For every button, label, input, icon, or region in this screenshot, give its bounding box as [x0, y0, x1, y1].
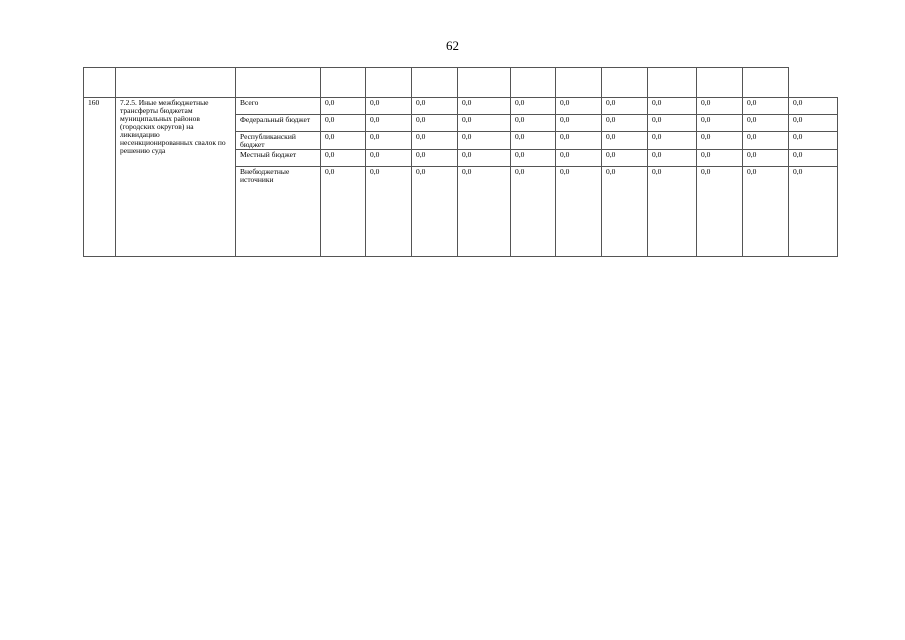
funding-source-cell: Всего — [236, 98, 321, 115]
funding-source-cell: Местный бюджет — [236, 150, 321, 167]
value-cell: 0,0 — [412, 150, 458, 167]
table-row — [84, 98, 838, 115]
value-cell: 0,0 — [697, 150, 743, 167]
value-cell: 0,0 — [789, 167, 838, 257]
value-cell: 0,0 — [789, 115, 838, 132]
value-cell: 0,0 — [743, 98, 789, 115]
value-cell: 0,0 — [412, 115, 458, 132]
value-cell: 0,0 — [321, 132, 366, 150]
header-cell — [412, 68, 458, 98]
value-cell: 0,0 — [697, 115, 743, 132]
value-cell: 0,0 — [366, 98, 412, 115]
value-cell: 0,0 — [602, 115, 648, 132]
funding-source-cell: Внебюджетные источники — [236, 167, 321, 257]
header-cell — [458, 68, 511, 98]
value-cell: 0,0 — [366, 150, 412, 167]
header-cell — [602, 68, 648, 98]
value-cell: 0,0 — [321, 115, 366, 132]
header-cell — [366, 68, 412, 98]
value-cell: 0,0 — [789, 98, 838, 115]
value-cell: 0,0 — [412, 98, 458, 115]
value-cell: 0,0 — [743, 150, 789, 167]
header-cell — [116, 68, 236, 98]
funding-source-cell: Республиканский бюджет — [236, 132, 321, 150]
value-cell: 0,0 — [648, 115, 697, 132]
value-cell: 0,0 — [697, 98, 743, 115]
value-cell: 0,0 — [743, 115, 789, 132]
header-cell — [84, 68, 116, 98]
value-cell: 0,0 — [602, 167, 648, 257]
value-cell: 0,0 — [412, 167, 458, 257]
measure-name-cell: 7.2.5. Иные межбюджетные трансферты бюджетам муниципальных районов (городских округов) на ликвидацию несенкционированных свалок по решению суда — [116, 98, 236, 257]
value-cell: 0,0 — [511, 98, 556, 115]
header-cell — [697, 68, 743, 98]
value-cell: 0,0 — [697, 132, 743, 150]
value-cell: 0,0 — [648, 150, 697, 167]
header-cell — [743, 68, 789, 98]
value-cell: 0,0 — [602, 150, 648, 167]
value-cell: 0,0 — [511, 115, 556, 132]
value-cell: 0,0 — [458, 150, 511, 167]
value-cell: 0,0 — [321, 98, 366, 115]
value-cell: 0,0 — [743, 132, 789, 150]
value-cell: 0,0 — [556, 132, 602, 150]
value-cell: 0,0 — [602, 98, 648, 115]
budget-table — [83, 67, 838, 257]
row-number-cell: 160 — [84, 98, 116, 257]
value-cell: 0,0 — [648, 167, 697, 257]
page-number: 62 — [446, 38, 459, 53]
value-cell: 0,0 — [321, 150, 366, 167]
value-cell: 0,0 — [458, 132, 511, 150]
value-cell: 0,0 — [366, 115, 412, 132]
value-cell: 0,0 — [602, 132, 648, 150]
value-cell: 0,0 — [511, 167, 556, 257]
value-cell: 0,0 — [366, 167, 412, 257]
funding-source-cell: Федеральный бюджет — [236, 115, 321, 132]
value-cell: 0,0 — [743, 167, 789, 257]
header-cell — [556, 68, 602, 98]
header-cell — [236, 68, 321, 98]
value-cell: 0,0 — [412, 132, 458, 150]
value-cell: 0,0 — [648, 98, 697, 115]
value-cell: 0,0 — [511, 150, 556, 167]
value-cell: 0,0 — [556, 98, 602, 115]
header-cell — [511, 68, 556, 98]
value-cell: 0,0 — [458, 167, 511, 257]
table-header-row — [84, 68, 838, 98]
header-cell — [648, 68, 697, 98]
value-cell: 0,0 — [458, 115, 511, 132]
value-cell: 0,0 — [697, 167, 743, 257]
value-cell: 0,0 — [321, 167, 366, 257]
value-cell: 0,0 — [556, 150, 602, 167]
value-cell: 0,0 — [789, 132, 838, 150]
value-cell: 0,0 — [556, 167, 602, 257]
value-cell: 0,0 — [648, 132, 697, 150]
value-cell: 0,0 — [789, 150, 838, 167]
value-cell: 0,0 — [556, 115, 602, 132]
value-cell: 0,0 — [366, 132, 412, 150]
header-cell — [321, 68, 366, 98]
value-cell: 0,0 — [511, 132, 556, 150]
value-cell: 0,0 — [458, 98, 511, 115]
